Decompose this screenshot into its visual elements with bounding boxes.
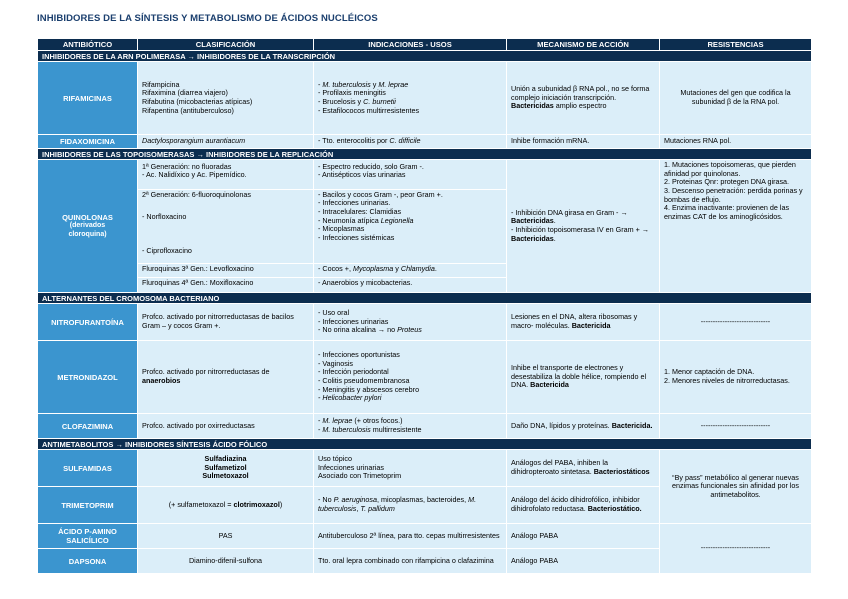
- table-row-clofazimina: [38, 414, 812, 439]
- mechanism-fidaxomicina: Inhibe formación mRNA.: [507, 135, 660, 149]
- drug-rifamicinas: RIFAMICINAS: [38, 62, 138, 135]
- use-line: Asociado con Trimetoprim: [318, 471, 402, 481]
- use-line: - Infecciones urinarias.: [318, 198, 391, 208]
- drug-name-line: SALICÍLICO: [66, 536, 109, 546]
- use-line: - Bacilos y cocos Gram -, peor Gram +.: [318, 189, 443, 199]
- use-line: - M. tuberculosis y M. leprae: [318, 79, 409, 89]
- table-row-nitrofurantoina: [38, 304, 812, 341]
- class-line: 2ª Generación: 6-fluoroquinolonas: [142, 189, 251, 199]
- resistance-rifamicinas: Mutaciones del gen que codifica la subunidad β de la RNA pol.: [660, 62, 812, 135]
- use-line: - Vaginosis: [318, 358, 354, 368]
- uses-trimetoprim: - No P. aeruginosa, micoplasmas, bacteroides, M. tuberculosis, T. pallidum: [314, 487, 507, 524]
- class-pas: PAS: [138, 524, 314, 549]
- use-line: - M. leprae (+ otros focos.): [318, 416, 403, 426]
- resistance-sulfamidas-trimetoprim: “By pass” metabólico al generar nuevas enzimas funcionales sin afinidad por los antimetabolitos.: [660, 450, 812, 524]
- class-nitrofurantoina: Profco. activado por nitrorreductasas de bacilos Gram – y cocos Gram +.: [138, 304, 314, 341]
- class-line: Sulmetoxazol: [202, 471, 249, 481]
- resistance-line: 1. Menor captación de DNA.: [664, 367, 755, 377]
- table-row-metronidazol: [38, 341, 812, 414]
- section-title-topo: INHIBIDORES DE LAS TOPOISOMERASAS → INHIBIDORES DE LA REPLICACIÓN: [38, 149, 812, 160]
- use-line: - Estafilococos multirresistentes: [318, 105, 420, 115]
- mechanism-line: - Inhibición DNA girasa en Gram - → Bactericidas.: [511, 207, 628, 226]
- header-row: [38, 39, 812, 51]
- drug-nitrofurantoina: NITROFURANTOÍNA: [38, 304, 138, 341]
- resistance-quinolonas: [660, 160, 812, 293]
- drug-fidaxomicina: FIDAXOMICINA: [38, 135, 138, 149]
- section-title-antimetabolitos: ANTIMETABOLITOS → INHIBIDORES SÍNTESIS ÁCIDO FÓLICO: [38, 439, 812, 450]
- use-line: - Infección periodontal: [318, 367, 389, 377]
- drug-pas: [38, 524, 138, 549]
- resistance-line: 1. Mutaciones topoisomeras, que pierden afinidad por quinolonas.: [664, 160, 796, 178]
- resistance-line: 2. Proteinas Qnr: protegen DNA girasa.: [664, 177, 790, 187]
- uses-sulfamidas: [314, 450, 507, 487]
- uses-gen2: [314, 190, 506, 264]
- mechanism-quinolonas: [507, 160, 660, 293]
- class-line: - Ac. Nalidíxico y Ac. Pipemídico.: [142, 170, 247, 180]
- page-title: INHIBIDORES DE LA SÍNTESIS Y METABOLISMO DE ÁCIDOS NUCLÉICOS: [37, 13, 378, 24]
- table-row-pas: [38, 524, 812, 549]
- section-title-arn: INHIBIDORES DE LA ARN POLIMERASA → INHIBIDORES DE LA TRANSCRIPCIÓN: [38, 51, 812, 62]
- class-line: Rifabutina (micobacterias atípicas): [142, 97, 253, 107]
- class-line: Sulfametizol: [204, 462, 247, 472]
- use-line: - Micoplasmas: [318, 224, 365, 234]
- class-metronidazol: Profco. activado por nitrorreductasas de anaerobios: [138, 341, 314, 414]
- table-row-quinolonas: [38, 160, 812, 293]
- section-row-topo: [38, 149, 812, 160]
- use-line: Infecciones urinarias: [318, 462, 384, 472]
- drug-subtitle-line: cloroquina): [68, 230, 107, 238]
- uses-dapsona: Tto. oral lepra combinado con rifampicina o clafazimina: [314, 549, 507, 574]
- class-line: Fluroquinas 4ª Gen.: Moxifloxacino: [142, 277, 254, 287]
- resistance-metronidazol: [660, 341, 812, 414]
- class-dapsona: Diamino-difenil-sulfona: [138, 549, 314, 574]
- uses-gen4: [314, 278, 506, 291]
- use-line: - M. tuberculosis multirresistente: [318, 425, 422, 435]
- use-line: - Infecciones sistémicas: [318, 232, 395, 242]
- class-line: 1ª Generación: no fluoradas: [142, 161, 232, 171]
- mechanism-line: - Inhibición topoisomerasa IV en Gram + → Bactericidas.: [511, 225, 650, 243]
- class-line: Rifapentina (antituberculoso): [142, 105, 234, 115]
- class-sulfamidas: [138, 450, 314, 487]
- use-line: - Intracelulares: Clamidias: [318, 206, 402, 216]
- drug-trimetoprim: TRIMETOPRIM: [38, 487, 138, 524]
- uses-pas: Antituberculoso 2ª línea, para tto. cepas multirresistentes: [314, 524, 507, 549]
- drug-name-line: ÁCIDO P-AMINO: [58, 527, 117, 537]
- use-line: - Profilaxis meningitis: [318, 88, 386, 98]
- mechanism-pas: Análogo PABA: [507, 524, 660, 549]
- resistance-pas-dapsona: -----------------------------: [660, 524, 812, 574]
- use-line: - Infecciones urinarias: [318, 316, 389, 326]
- mechanism-rifamicinas: Unión a subunidad β RNA pol., no se forma complejo iniciación transcripción. Bactericidas amplio espectro: [507, 62, 660, 135]
- header-clasificacion: CLASIFICACIÓN: [138, 39, 314, 51]
- class-line: - Ciprofloxacino: [142, 245, 192, 255]
- resistance-line: 4. Enzima inactivante: provienen de las enzimas CAT de los aminoglicósidos.: [664, 203, 790, 221]
- use-line: - Infecciones oportunistas: [318, 350, 400, 360]
- class-line: Rifampicina: [142, 79, 180, 89]
- mechanism-metronidazol: Inhibe el transporte de electrones y desestabiliza la doble hélice, rompiendo el DNA. Bactericida: [507, 341, 660, 414]
- mechanism-trimetoprim: Análogo del ácido dihidrofólico, inhibidor dihidrofolato reductasa. Bacteriostático.: [507, 487, 660, 524]
- use-line: - Cocos +, Mycoplasma y Chlamydia.: [318, 263, 437, 273]
- drug-clofazimina: CLOFAZIMINA: [38, 414, 138, 439]
- mechanism-sulfamidas: Análogos del PABA, inhiben la dihidropteroato sintetasa. Bacteriostáticos: [507, 450, 660, 487]
- section-row-cromosoma: [38, 293, 812, 304]
- class-gen2: [138, 190, 313, 264]
- uses-gen1: [314, 162, 506, 190]
- header-mecanismo: MECANISMO DE ACCIÓN: [507, 39, 660, 51]
- use-line: - Antisépticos vías urinarias: [318, 170, 406, 180]
- header-antibiotico: ANTIBIÓTICO: [38, 39, 138, 51]
- drug-name-line: QUINOLONAS: [62, 213, 113, 223]
- class-fidaxomicina: Dactylosporangium aurantiacum: [138, 135, 314, 149]
- class-line: Sulfadiazina: [204, 454, 247, 464]
- class-quinolonas: [138, 160, 314, 293]
- class-gen4: [138, 278, 313, 291]
- uses-fidaxomicina: - Tto. enterocolitis por C. difficile: [314, 135, 507, 149]
- uses-rifamicinas: [314, 62, 507, 135]
- use-line: - Meningitis y abscesos cerebro: [318, 384, 420, 394]
- use-line: - Neumonía atípica Legionella: [318, 215, 414, 225]
- use-line: - No orina alcalina → no Proteus: [318, 325, 422, 335]
- class-gen1: [138, 162, 313, 190]
- uses-quinolonas: [314, 160, 507, 293]
- mechanism-nitrofurantoina: Lesiones en el DNA, altera ribosomas y macro- moléculas. Bactericida: [507, 304, 660, 341]
- resistance-clofazimina: -----------------------------: [660, 414, 812, 439]
- table-row-sulfamidas: [38, 450, 812, 487]
- class-line: Rifaximina (diarrea viajero): [142, 88, 228, 98]
- header-indicaciones: INDICACIONES - USOS: [314, 39, 507, 51]
- antibiotics-table: [37, 38, 812, 574]
- drug-sulfamidas: SULFAMIDAS: [38, 450, 138, 487]
- use-line: - Colitis pseudomembranosa: [318, 376, 410, 386]
- use-line: - Anaerobios y micobacterias.: [318, 277, 413, 287]
- mechanism-dapsona: Análogo PABA: [507, 549, 660, 574]
- use-line: - Helicobacter pylori: [318, 393, 382, 403]
- drug-dapsona: DAPSONA: [38, 549, 138, 574]
- class-rifamicinas: [138, 62, 314, 135]
- class-gen3: [138, 264, 313, 278]
- uses-clofazimina: [314, 414, 507, 439]
- mechanism-clofazimina: Daño DNA, lípidos y proteínas. Bactericida.: [507, 414, 660, 439]
- resistance-fidaxomicina: Mutaciones RNA pol.: [660, 135, 812, 149]
- table-row-fidaxomicina: [38, 135, 812, 149]
- uses-gen3: [314, 264, 506, 278]
- use-line: - Brucelosis y C. burnetii: [318, 97, 396, 107]
- class-trimetoprim: (+ sulfametoxazol = clotrimoxazol): [138, 487, 314, 524]
- resistance-nitrofurantoina: -----------------------------: [660, 304, 812, 341]
- header-resistencias: RESISTENCIAS: [660, 39, 812, 51]
- class-line: Fluroquinas 3ª Gen.: Levofloxacino: [142, 263, 254, 273]
- class-line: - Norfloxacino: [142, 212, 187, 222]
- section-row-antimetabolitos: [38, 439, 812, 450]
- section-row-arn: [38, 51, 812, 62]
- class-clofazimina: Profco. activado por oxirreductasas: [138, 414, 314, 439]
- resistance-line: 2. Menores niveles de nitrorreductasas.: [664, 376, 790, 386]
- use-line: - Uso oral: [318, 308, 350, 318]
- resistance-line: 3. Descenso penetración: perdida porinas y bombas de eflujo.: [664, 186, 803, 204]
- section-title-cromosoma: ALTERNANTES DEL CROMOSOMA BACTERIANO: [38, 293, 812, 304]
- use-line: - Espectro reducido, solo Gram -.: [318, 161, 424, 171]
- uses-metronidazol: [314, 341, 507, 414]
- drug-subtitle-line: (derivados: [69, 222, 106, 230]
- uses-nitrofurantoina: [314, 304, 507, 341]
- drug-metronidazol: METRONIDAZOL: [38, 341, 138, 414]
- use-line: Uso tópico: [318, 454, 352, 464]
- drug-quinolonas: [38, 160, 138, 293]
- table-row-rifamicinas: [38, 62, 812, 135]
